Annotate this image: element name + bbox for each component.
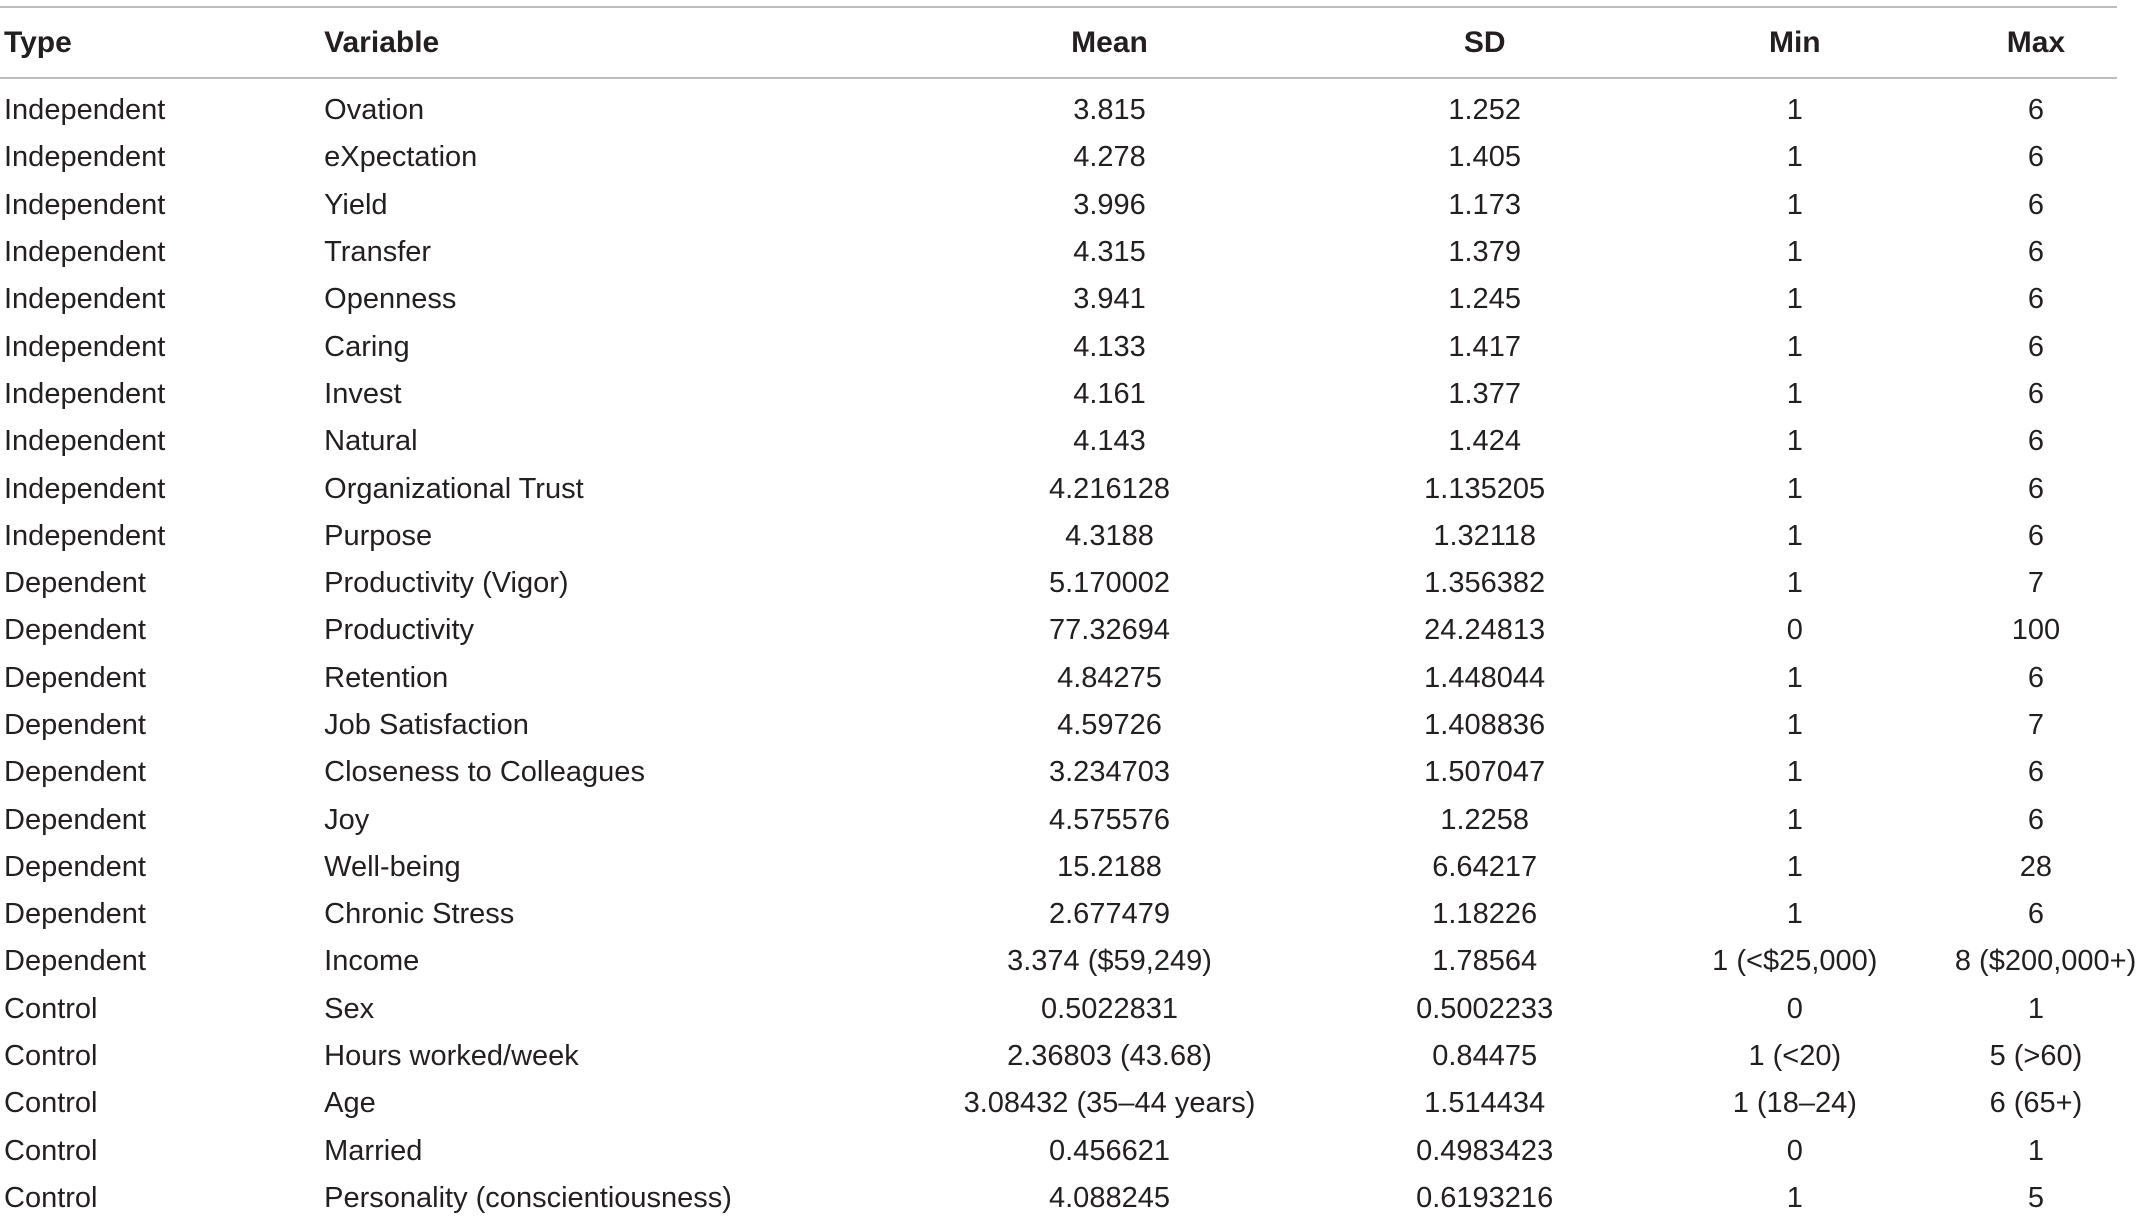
cell-max: 6 (2027, 898, 2044, 931)
cell-min: 1 (18–24) (1732, 1087, 1857, 1120)
cell-type: Independent (4, 472, 166, 505)
cell-sd: 1.417 (1448, 330, 1521, 363)
cell-type: Independent (4, 519, 166, 552)
cell-mean: 3.815 (1073, 94, 1146, 127)
cell-max: 7 (2027, 567, 2044, 600)
cell-min: 0 (1786, 614, 1803, 647)
cell-min: 0 (1786, 992, 1803, 1025)
cell-sd: 0.84475 (1432, 1040, 1538, 1073)
cell-sd: 1.2258 (1440, 803, 1530, 836)
cell-type: Independent (4, 330, 166, 363)
cell-max: 5 (>60) (1989, 1040, 2083, 1073)
cell-variable: Income (324, 945, 420, 978)
cell-max: 6 (2027, 94, 2044, 127)
cell-max: 6 (2027, 425, 2044, 458)
cell-min: 1 (1786, 756, 1803, 789)
cell-variable: Productivity (Vigor) (324, 567, 569, 600)
table-row (0, 1128, 2117, 1175)
cell-mean: 3.374 ($59,249) (1007, 945, 1212, 978)
cell-type: Dependent (4, 803, 146, 836)
cell-mean: 77.32694 (1049, 614, 1170, 647)
cell-variable: Productivity (324, 614, 475, 647)
cell-sd: 1.507047 (1424, 756, 1546, 789)
cell-mean: 2.36803 (43.68) (1007, 1040, 1212, 1073)
cell-max: 6 (2027, 803, 2044, 836)
cell-variable: Yield (324, 188, 388, 221)
cell-mean: 4.216128 (1049, 472, 1170, 505)
cell-variable: Ovation (324, 94, 425, 127)
cell-type: Control (4, 1134, 98, 1167)
table-row (0, 1033, 2117, 1080)
cell-sd: 1.135205 (1424, 472, 1546, 505)
cell-type: Dependent (4, 898, 146, 931)
cell-min: 1 (1786, 377, 1803, 410)
cell-mean: 3.996 (1073, 188, 1146, 221)
cell-mean: 4.3188 (1065, 519, 1154, 552)
cell-mean: 2.677479 (1049, 898, 1170, 931)
table-row (0, 702, 2117, 749)
table-row (0, 938, 2117, 985)
cell-max: 5 (2027, 1181, 2044, 1214)
table-row (0, 655, 2117, 702)
table-row (0, 371, 2117, 418)
table-row (0, 182, 2117, 229)
cell-min: 1 (1786, 709, 1803, 741)
cell-max: 1 (2027, 992, 2044, 1025)
cell-variable: Retention (324, 661, 449, 694)
cell-min: 0 (1786, 1134, 1803, 1167)
cell-min: 1 (1786, 567, 1803, 600)
header-mean: Mean (1071, 25, 1148, 59)
header-row (0, 7, 2117, 78)
cell-type: Control (4, 1087, 98, 1120)
cell-type: Dependent (4, 709, 146, 741)
cell-variable: Caring (324, 330, 410, 363)
cell-sd: 1.173 (1448, 188, 1521, 221)
cell-max: 6 (65+) (1989, 1087, 2083, 1120)
cell-type: Independent (4, 94, 166, 127)
cell-mean: 15.2188 (1057, 850, 1162, 883)
cell-min: 1 (1786, 898, 1803, 931)
cell-mean: 4.088245 (1049, 1181, 1170, 1214)
cell-variable: Age (324, 1087, 376, 1120)
cell-type: Independent (4, 425, 166, 458)
table-row (0, 78, 2117, 134)
header-min: Min (1768, 25, 1821, 59)
cell-type: Dependent (4, 756, 146, 789)
cell-min: 1 (1786, 94, 1803, 127)
cell-sd: 1.252 (1448, 94, 1521, 127)
table-row (0, 891, 2117, 938)
header-max: Max (2006, 25, 2066, 59)
cell-max: 6 (2027, 141, 2044, 174)
table-row (0, 796, 2117, 843)
cell-type: Dependent (4, 567, 146, 600)
cell-type: Control (4, 1181, 98, 1214)
cell-type: Control (4, 992, 98, 1025)
cell-sd: 1.514434 (1424, 1087, 1546, 1120)
cell-type: Independent (4, 141, 166, 174)
cell-variable: Openness (324, 283, 457, 316)
cell-mean: 4.575576 (1049, 803, 1170, 836)
cell-max: 1 (2027, 1134, 2044, 1167)
cell-sd: 1.377 (1448, 377, 1521, 410)
cell-max: 8 ($200,000+) (1954, 945, 2136, 978)
cell-variable: eXpectation (324, 141, 478, 174)
cell-variable: Purpose (324, 519, 433, 552)
cell-max: 7 (2027, 709, 2044, 741)
cell-sd: 0.5002233 (1416, 992, 1554, 1025)
cell-variable: Organizational Trust (324, 472, 584, 505)
cell-min: 1 (1786, 283, 1803, 316)
cell-variable: Personality (conscientiousness) (324, 1181, 732, 1214)
cell-variable: Natural (324, 425, 418, 458)
table-body (0, 78, 2136, 1222)
cell-max: 6 (2027, 236, 2044, 269)
cell-variable: Well-being (324, 850, 461, 883)
cell-min: 1 (1786, 1181, 1803, 1214)
cell-type: Dependent (4, 614, 146, 647)
cell-variable: Married (324, 1134, 423, 1167)
table-row (0, 229, 2117, 276)
cell-sd: 1.405 (1448, 141, 1521, 174)
cell-max: 28 (2019, 850, 2053, 883)
cell-mean: 0.456621 (1049, 1134, 1170, 1167)
cell-mean: 4.161 (1073, 377, 1146, 410)
cell-type: Independent (4, 188, 166, 221)
cell-sd: 1.408836 (1424, 709, 1546, 741)
cell-sd: 6.64217 (1432, 850, 1538, 883)
cell-sd: 1.356382 (1424, 567, 1546, 600)
cell-variable: Hours worked/week (324, 1040, 579, 1073)
cell-max: 6 (2027, 519, 2044, 552)
header-sd: SD (1463, 25, 1506, 59)
cell-mean: 4.84275 (1057, 661, 1162, 694)
cell-mean: 3.234703 (1049, 756, 1170, 789)
cell-mean: 4.133 (1073, 330, 1146, 363)
cell-type: Dependent (4, 945, 146, 978)
cell-max: 6 (2027, 283, 2044, 316)
cell-variable: Job Satisfaction (324, 709, 529, 741)
table-row (0, 1080, 2117, 1127)
cell-mean: 0.5022831 (1040, 992, 1179, 1025)
table-header (0, 7, 2117, 78)
cell-mean: 4.143 (1073, 425, 1146, 458)
cell-min: 1 (1786, 188, 1803, 221)
cell-mean: 4.59726 (1057, 709, 1162, 741)
cell-variable: Transfer (324, 236, 432, 269)
cell-variable: Closeness to Colleagues (324, 756, 645, 789)
descriptive-statistics-table (0, 6, 2136, 1222)
cell-min: 1 (<20) (1748, 1040, 1842, 1073)
cell-sd: 1.78564 (1432, 945, 1538, 978)
cell-min: 1 (1786, 803, 1803, 836)
table-row (0, 418, 2117, 465)
cell-type: Dependent (4, 661, 146, 694)
cell-mean: 3.08432 (35–44 years) (963, 1087, 1256, 1120)
header-variable: Variable (324, 25, 440, 59)
table-row (0, 1175, 2117, 1222)
cell-variable: Joy (324, 803, 370, 836)
cell-min: 1 (1786, 850, 1803, 883)
cell-sd: 1.424 (1448, 425, 1521, 458)
cell-min: 1 (1786, 425, 1803, 458)
table-row (0, 749, 2117, 796)
cell-sd: 1.379 (1448, 236, 1521, 269)
cell-max: 100 (2011, 614, 2061, 647)
cell-min: 1 (1786, 661, 1803, 694)
cell-variable: Sex (324, 992, 375, 1025)
header-type: Type (4, 25, 72, 59)
cell-type: Independent (4, 236, 166, 269)
table-row (0, 844, 2117, 891)
cell-mean: 4.315 (1073, 236, 1146, 269)
cell-type: Control (4, 1040, 98, 1073)
cell-min: 1 (1786, 141, 1803, 174)
cell-mean: 5.170002 (1049, 567, 1170, 600)
cell-mean: 3.941 (1073, 283, 1146, 316)
cell-max: 6 (2027, 377, 2044, 410)
cell-min: 1 (1786, 330, 1803, 363)
table-row (0, 276, 2117, 323)
table-row (0, 986, 2117, 1033)
table-row (0, 607, 2117, 654)
cell-sd: 0.4983423 (1416, 1134, 1554, 1167)
table-row (0, 513, 2117, 560)
cell-sd: 1.448044 (1424, 661, 1546, 694)
cell-sd: 0.6193216 (1416, 1181, 1554, 1214)
cell-type: Dependent (4, 850, 146, 883)
cell-max: 6 (2027, 188, 2044, 221)
cell-min: 1 (1786, 519, 1803, 552)
cell-max: 6 (2027, 472, 2044, 505)
cell-type: Independent (4, 377, 166, 410)
cell-type: Independent (4, 283, 166, 316)
cell-min: 1 (1786, 236, 1803, 269)
cell-sd: 1.245 (1448, 283, 1521, 316)
cell-sd: 24.24813 (1424, 614, 1546, 647)
table-row (0, 323, 2117, 370)
cell-max: 6 (2027, 661, 2044, 694)
cell-variable: Invest (324, 377, 402, 410)
table-row (0, 465, 2117, 512)
cell-sd: 1.18226 (1432, 898, 1538, 931)
cell-variable: Chronic Stress (324, 898, 515, 931)
table-row (0, 134, 2117, 181)
cell-sd: 1.32118 (1433, 519, 1536, 552)
cell-min: 1 (<$25,000) (1712, 945, 1878, 978)
table-row (0, 560, 2117, 607)
cell-mean: 4.278 (1073, 141, 1146, 174)
cell-max: 6 (2027, 756, 2044, 789)
cell-max: 6 (2027, 330, 2044, 363)
cell-min: 1 (1786, 472, 1803, 505)
